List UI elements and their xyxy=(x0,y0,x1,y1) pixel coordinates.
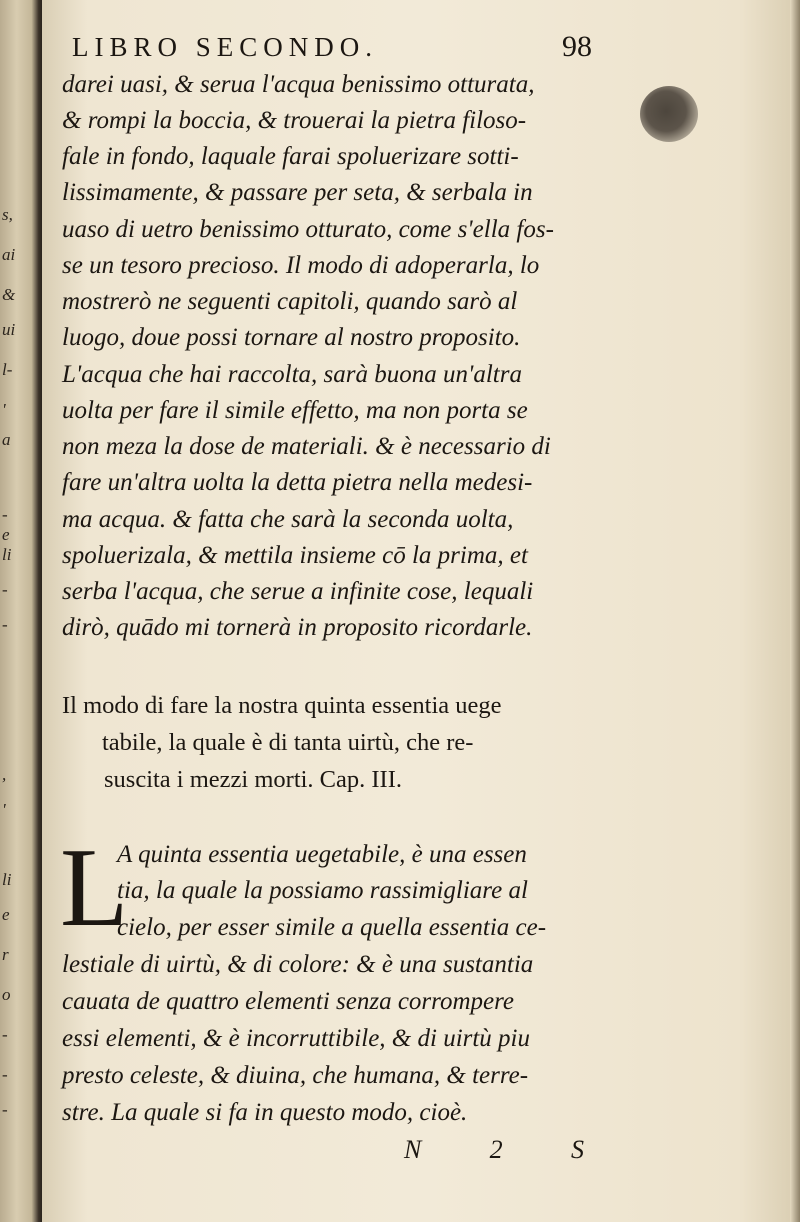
text-line: essi elementi, & è incorruttibile, & di uirtù piu xyxy=(62,1025,531,1052)
margin-fragment: - xyxy=(2,1025,8,1044)
margin-fragment: s, xyxy=(2,205,13,224)
margin-fragment: ' xyxy=(2,400,6,419)
ink-stain xyxy=(640,86,698,142)
margin-fragment: e xyxy=(2,905,10,924)
book-page xyxy=(42,0,800,1222)
text-line: fale in fondo, laquale farai spoluerizare sotti- xyxy=(62,143,519,170)
margin-fragment: r xyxy=(2,945,9,964)
text-line: fare un'altra uolta la detta pietra nella medesi- xyxy=(62,469,533,496)
text-line: non meza la dose de materiali. & è necessario di xyxy=(62,433,551,460)
margin-fragment: - xyxy=(2,615,8,634)
text-line: cauata de quattro elementi senza corrompere xyxy=(62,988,514,1015)
margin-fragment: ai xyxy=(2,245,16,264)
text-line: & rompi la boccia, & trouerai la pietra filoso- xyxy=(62,107,527,134)
margin-fragment: li xyxy=(2,870,12,889)
signature-line xyxy=(404,1135,584,1165)
running-header xyxy=(72,30,592,64)
margin-fragment: - xyxy=(2,580,8,599)
margin-fragment: , xyxy=(2,765,7,784)
margin-fragment: li xyxy=(2,545,12,564)
signature-number: 2 xyxy=(489,1135,503,1164)
margin-fragment: a xyxy=(2,430,11,449)
text-line: presto celeste, & diuina, che humana, & terre- xyxy=(62,1062,529,1089)
signature-mark: N xyxy=(404,1135,422,1164)
facing-page-margin xyxy=(0,0,42,1222)
margin-fragment: - xyxy=(2,1100,8,1119)
text-line: tia, la quale la possiamo rassimigliare al xyxy=(117,877,528,904)
margin-fragment: ui xyxy=(2,320,16,339)
margin-fragment: e xyxy=(2,525,10,544)
text-line: A quinta essentia uegetabile, è una essen xyxy=(117,841,527,868)
margin-fragment: ' xyxy=(2,800,6,819)
page-edge-shadow xyxy=(790,0,800,1222)
margin-fragment: o xyxy=(2,985,11,1004)
text-line: lestiale di uirtù, & di colore: & è una sustantia xyxy=(62,951,534,978)
text-line: uolta per fare il simile effetto, ma non porta se xyxy=(62,397,528,424)
catchword: S xyxy=(571,1135,584,1164)
chapter-heading-line: Il modo di fare la nostra quinta essentia uege xyxy=(62,692,502,719)
text-line: darei uasi, & serua l'acqua benissimo otturata, xyxy=(62,71,535,98)
text-line: mostrerò ne seguenti capitoli, quando sarò al xyxy=(62,288,518,315)
text-line: uaso di uetro benissimo otturato, come s'ella fos- xyxy=(62,216,554,243)
drop-cap: L xyxy=(60,826,129,950)
chapter-heading-line: suscita i mezzi morti. Cap. III. xyxy=(104,766,402,793)
text-line: dirò, quādo mi tornerà in proposito ricordarle. xyxy=(62,614,533,641)
text-line: spoluerizala, & mettila insieme cō la prima, et xyxy=(62,542,528,569)
text-line: L'acqua che hai raccolta, sarà buona un'altra xyxy=(62,361,522,388)
running-title: LIBRO SECONDO. xyxy=(72,32,379,62)
margin-fragment: & xyxy=(2,285,16,304)
text-line: ma acqua. & fatta che sarà la seconda uolta, xyxy=(62,506,514,533)
text-line: serba l'acqua, che serue a infinite cose, lequali xyxy=(62,578,534,605)
text-line: lissimamente, & passare per seta, & serbala in xyxy=(62,179,533,206)
margin-fragment: - xyxy=(2,505,8,524)
margin-fragment: l- xyxy=(2,360,13,379)
margin-fragment: - xyxy=(2,1065,8,1084)
text-line: stre. La quale si fa in questo modo, cioè. xyxy=(62,1099,468,1126)
page-number: 98 xyxy=(562,30,592,63)
text-line: luogo, doue possi tornare al nostro proposito. xyxy=(62,324,521,351)
chapter-heading-line: tabile, la quale è di tanta uirtù, che re- xyxy=(102,729,474,756)
text-line: se un tesoro precioso. Il modo di adoperarla, lo xyxy=(62,252,540,279)
text-line: cielo, per esser simile a quella essentia ce- xyxy=(117,914,547,941)
